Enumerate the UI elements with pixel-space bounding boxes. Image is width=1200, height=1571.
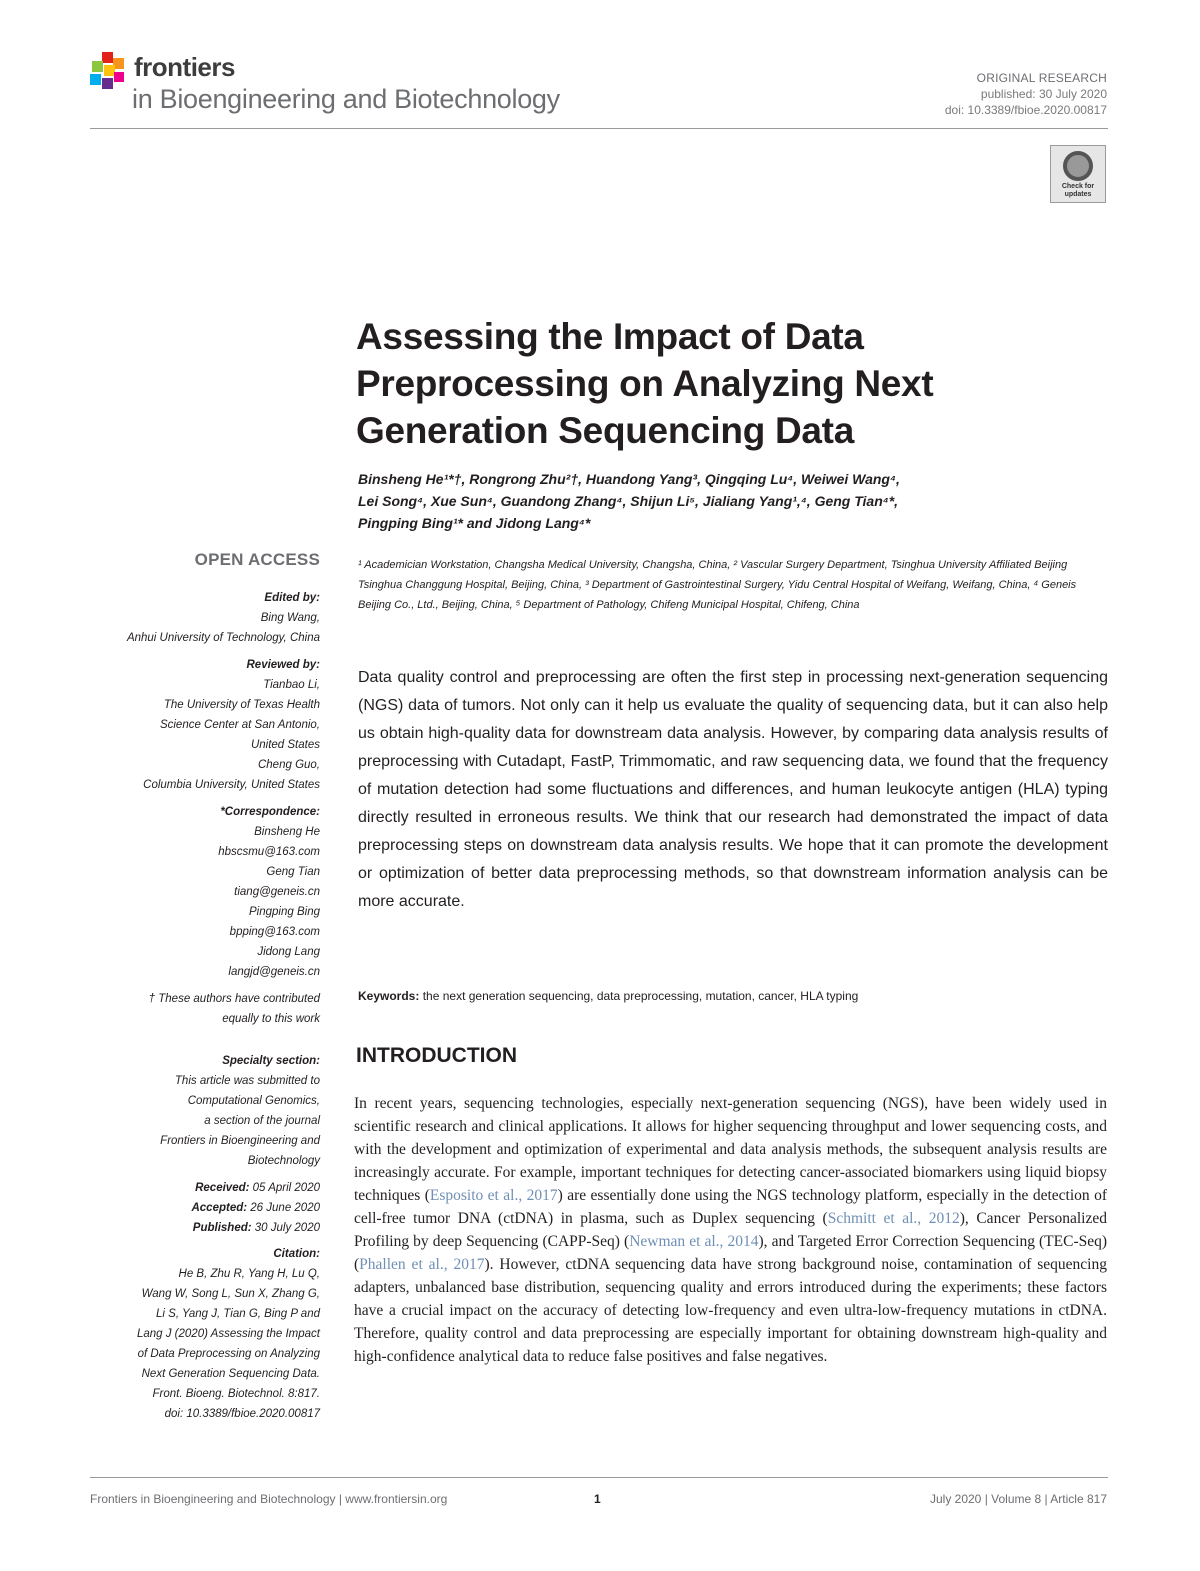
- sidebar-line: Computational Genomics,: [187, 1095, 320, 1107]
- journal-logo: [90, 48, 610, 128]
- intro-text: ) are essentially done using the NGS technology platform, especially in the detection of cell-free tumor DNA (ctDNA) in plasma, such as Duplex sequencing (: [354, 1187, 1107, 1227]
- sidebar-line: This article was submitted to: [174, 1075, 320, 1087]
- sidebar: [80, 550, 320, 1431]
- open-access-badge: OPEN ACCESS: [194, 550, 320, 569]
- page-number: 1: [594, 1492, 601, 1506]
- authors-line: Binsheng He¹*†, Rongrong Zhu²†, Huandong Yang³, Qingqing Lu⁴, Weiwei Wang⁴,: [358, 471, 900, 487]
- footer-divider: [90, 1477, 1108, 1478]
- specialty-section: [80, 1051, 320, 1171]
- sidebar-line: He B, Zhu R, Yang H, Lu Q,: [178, 1268, 320, 1280]
- sidebar-label: Received:: [195, 1182, 250, 1194]
- sidebar-line: Columbia University, United States: [143, 779, 320, 791]
- check-updates-icon: [1063, 151, 1093, 181]
- sidebar-line: Cheng Guo,: [257, 759, 320, 771]
- sidebar-label: Accepted:: [191, 1202, 248, 1214]
- authors-line: Pingping Bing¹* and Jidong Lang⁴*: [358, 515, 591, 531]
- reviewed-by: [80, 655, 320, 795]
- sidebar-label: Specialty section:: [222, 1055, 320, 1067]
- sidebar-line: Lang J (2020) Assessing the Impact: [136, 1328, 320, 1340]
- brand-name: frontiers: [134, 52, 235, 82]
- email-link[interactable]: bpping@163.com: [229, 926, 320, 938]
- published-date: published: 30 July 2020: [980, 87, 1107, 101]
- sidebar-line: Front. Bioeng. Biotechnol. 8:817.: [152, 1388, 320, 1400]
- sidebar-value: 30 July 2020: [251, 1222, 320, 1234]
- citation: [80, 1244, 320, 1424]
- sidebar-line: Next Generation Sequencing Data.: [141, 1368, 320, 1380]
- sidebar-label: Published:: [192, 1222, 252, 1234]
- sidebar-label: *Correspondence:: [220, 806, 320, 818]
- section-heading-introduction: INTRODUCTION: [356, 1044, 517, 1067]
- sidebar-label: Reviewed by:: [246, 659, 320, 671]
- citation-link[interactable]: Newman et al., 2014: [629, 1233, 759, 1250]
- article-dates: [80, 1178, 320, 1238]
- published-date-sidebar: [80, 1218, 320, 1238]
- sidebar-line: United States: [250, 739, 320, 751]
- sidebar-line: doi: 10.3389/fbioe.2020.00817: [164, 1408, 320, 1420]
- equal-contribution-note: [80, 989, 320, 1029]
- frontiers-logo-icon: [90, 52, 128, 92]
- email-link[interactable]: hbscsmu@163.com: [218, 846, 320, 858]
- check-updates-label: Check for updates: [1061, 183, 1095, 198]
- sidebar-line: Biotechnology: [247, 1155, 320, 1167]
- article-type: ORIGINAL RESEARCH: [976, 71, 1107, 85]
- sidebar-line: a section of the journal: [204, 1115, 320, 1127]
- sidebar-line: Bing Wang,: [260, 612, 320, 624]
- sidebar-label: Edited by:: [264, 592, 320, 604]
- received-date: [80, 1178, 320, 1198]
- sidebar-value: 05 April 2020: [249, 1182, 320, 1194]
- footer-journal[interactable]: Frontiers in Bioengineering and Biotechnology | www.frontiersin.org: [90, 1492, 448, 1506]
- article-meta: [945, 70, 1107, 118]
- footer-issue: July 2020 | Volume 8 | Article 817: [929, 1492, 1107, 1506]
- abstract: Data quality control and preprocessing are often the first step in processing next-generation sequencing (NGS) data of tumors. Not only can it help us evaluate the quality of sequencing data, but it can also help us obtain high-quality data for downstream data analysis. However, by comparing data analysis results of preprocessing with Cutadapt, FastP, Trimmomatic, and raw sequencing data, we found that the frequency of mutation detection had some fluctuations and differences, and human leukocyte antigen (HLA) typing directly resulted in erroneous results. We think that our research had demonstrated the impact of data preprocessing steps on downstream data analysis results. We hope that it can promote the development or optimization of better data preprocessing methods, so that downstream information analysis can be more accurate.: [358, 669, 1108, 910]
- sidebar-line: equally to this work: [222, 1013, 320, 1025]
- journal-name: in Bioengineering and Biotechnology: [132, 84, 560, 114]
- citation-link[interactable]: Phallen et al., 2017: [359, 1256, 485, 1273]
- correspondence: [80, 802, 320, 982]
- author-list: [358, 468, 1098, 534]
- intro-text: ). However, ctDNA sequencing data have strong background noise, contamination of sequencing adapters, unbalanced base distribution, sequencing quality and errors introduced during the experiments; these factors have a crucial impact on the accuracy of detecting low-frequency and even ultra-low-frequency mutations in ctDNA. Therefore, quality control and data preprocessing are especially important for obtaining downstream high-quality and high-confidence analytical data to reduce false positives and false negatives.: [354, 1256, 1107, 1365]
- sidebar-line: Binsheng He: [254, 826, 320, 838]
- introduction-paragraph: [354, 1092, 1107, 1368]
- citation-link[interactable]: Schmitt et al., 2012: [827, 1210, 960, 1227]
- sidebar-line: Wang W, Song L, Sun X, Zhang G,: [141, 1288, 320, 1300]
- sidebar-value: 26 June 2020: [247, 1202, 320, 1214]
- citation-link[interactable]: Esposito et al., 2017: [429, 1187, 558, 1204]
- sidebar-line: Pingping Bing: [249, 906, 320, 918]
- accepted-date: [80, 1198, 320, 1218]
- keywords-label: Keywords:: [358, 989, 420, 1003]
- affiliations: ¹ Academician Workstation, Changsha Medical University, Changsha, China, ² Vascular Surgery Department, Tsinghua University Affiliated Beijing Tsinghua Changgung Hospital, Beijing, China, ³ Department of Gastrointestinal Surgery, Yidu Central Hospital of Weifang, Weifang, China, ⁴ Geneis Beijing Co., Ltd., Beijing, China, ⁵ Department of Pathology, Chifeng Municipal Hospital, Chifeng, China: [358, 559, 1077, 611]
- authors-line: Lei Song⁴, Xue Sun⁴, Guandong Zhang⁴, Shijun Li⁵, Jialiang Yang¹,⁴, Geng Tian⁴*,: [358, 493, 899, 509]
- doi[interactable]: doi: 10.3389/fbioe.2020.00817: [944, 103, 1107, 117]
- sidebar-line: The University of Texas Health: [163, 699, 320, 711]
- email-link[interactable]: langjd@geneis.cn: [228, 966, 320, 978]
- intro-text: ), and Targeted Error Correction Sequencing (TEC-Seq) (: [354, 1233, 1108, 1273]
- article-title: Assessing the Impact of Data Preprocessing on Analyzing Next Generation Sequencing Data: [356, 316, 934, 451]
- sidebar-label: Citation:: [273, 1248, 320, 1260]
- check-for-updates-button[interactable]: [1050, 145, 1106, 203]
- sidebar-line: Li S, Yang J, Tian G, Bing P and: [156, 1308, 320, 1320]
- header-divider: [90, 128, 1108, 129]
- keywords-list: the next generation sequencing, data preprocessing, mutation, cancer, HLA typing: [422, 989, 859, 1003]
- edited-by: [80, 588, 320, 648]
- sidebar-line: Tianbao Li,: [263, 679, 320, 691]
- intro-text: In recent years, sequencing technologies, especially next-generation sequencing (NGS), have been widely used in scientific research and clinical applications. It allows for higher sequencing throughput and lower sequencing costs, and with the development and optimization of experimental and data analysis methods, the subsequent analysis results are increasingly accurate. For example, important techniques for detecting cancer-associated biomarkers using liquid biopsy techniques (: [354, 1095, 1107, 1204]
- keywords: [358, 987, 1108, 1005]
- intro-text: ), Cancer Personalized Profiling by deep Sequencing (CAPP-Seq) (: [354, 1210, 1107, 1250]
- sidebar-line: Jidong Lang: [257, 946, 320, 958]
- sidebar-line: † These authors have contributed: [148, 993, 320, 1005]
- sidebar-line: Science Center at San Antonio,: [159, 719, 320, 731]
- sidebar-line: Frontiers in Bioengineering and: [160, 1135, 320, 1147]
- sidebar-line: Geng Tian: [266, 866, 320, 878]
- email-link[interactable]: tiang@geneis.cn: [234, 886, 320, 898]
- sidebar-line: of Data Preprocessing on Analyzing: [137, 1348, 320, 1360]
- sidebar-line: Anhui University of Technology, China: [126, 632, 320, 644]
